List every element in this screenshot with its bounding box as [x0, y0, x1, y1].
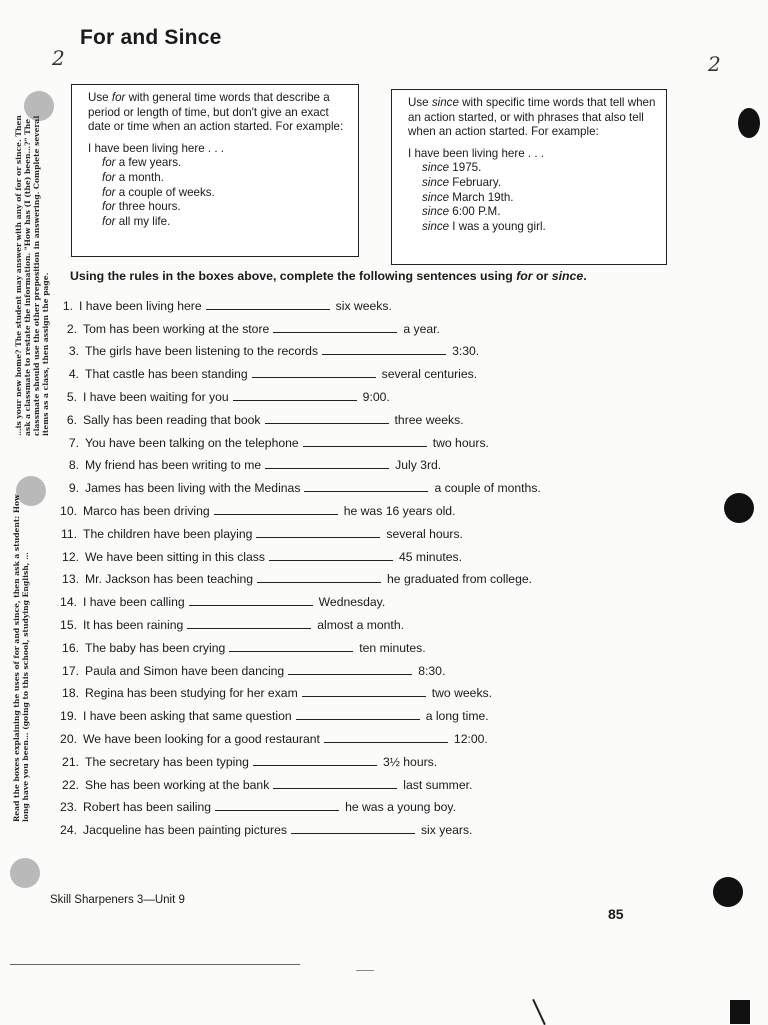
since-rule-box — [391, 89, 667, 265]
answer-blank[interactable] — [273, 331, 397, 333]
exercise-sentence-end: three weeks. — [394, 412, 464, 427]
since-example: since I was a young girl. — [422, 219, 546, 233]
exercise-item — [48, 655, 668, 678]
binder-hole — [713, 877, 743, 907]
since-example: since 1975. — [422, 161, 482, 175]
binder-hole — [10, 858, 40, 888]
for-example: for all my life. — [102, 214, 171, 228]
divider-line — [356, 970, 374, 971]
answer-blank[interactable] — [206, 308, 330, 310]
exercise-sentence-end: he graduated from college. — [387, 572, 533, 587]
answer-blank[interactable] — [304, 490, 428, 492]
exercise-number: 21. — [62, 754, 79, 769]
exercise-sentence-end: 8:30. — [418, 663, 446, 678]
since-example: since February. — [422, 175, 502, 189]
exercise-number: 10. — [60, 503, 77, 518]
exercise-sentence-start: Tom has been working at the store — [83, 321, 270, 336]
book-footer: Skill Sharpeners 3—Unit 9 — [50, 894, 185, 906]
exercise-sentence-end: several centuries. — [381, 367, 478, 382]
exercise-item — [48, 336, 668, 359]
exercise-sentence-end: a couple of months. — [434, 481, 541, 496]
since-example: since 6:00 P.M. — [422, 205, 501, 219]
answer-blank[interactable] — [265, 467, 389, 469]
answer-blank[interactable] — [322, 353, 446, 355]
exercise-sentence-start: Regina has been studying for her exam — [85, 686, 298, 701]
since-example: since March 19th. — [422, 190, 514, 204]
answer-blank[interactable] — [257, 581, 381, 583]
exercise-item — [48, 564, 668, 587]
exercise-sentence-start: We have been looking for a good restaurant — [83, 731, 320, 746]
exercise-sentence-end: six weeks. — [335, 298, 392, 313]
exercise-sentence-end: 12:00. — [453, 731, 488, 746]
exercise-item — [48, 586, 668, 609]
exercise-item — [48, 700, 668, 723]
exercise-sentence-end: July 3rd. — [395, 458, 442, 473]
exercise-sentence-start: You have been talking on the telephone — [85, 435, 299, 450]
exercise-number: 13. — [62, 572, 79, 587]
exercise-number: 16. — [62, 640, 79, 655]
for-example: for a couple of weeks. — [102, 185, 215, 199]
exercise-sentence-end: two hours. — [432, 435, 489, 450]
exercise-sentence-end: he was 16 years old. — [343, 503, 456, 518]
exercise-number: 22. — [62, 777, 79, 792]
exercise-item — [48, 541, 668, 564]
exercise-sentence-start: The girls have been listening to the records — [85, 344, 319, 359]
exercise-sentence-start: Paula and Simon have been dancing — [85, 663, 285, 678]
answer-blank[interactable] — [265, 422, 389, 424]
answer-blank[interactable] — [256, 536, 380, 538]
exercise-sentence-end: almost a month. — [317, 617, 404, 632]
exercise-sentence-end: 3½ hours. — [382, 754, 438, 769]
exercise-sentence-start: We have been sitting in this class — [85, 549, 265, 564]
exercise-sentence-start: Robert has been sailing — [83, 800, 212, 815]
exercise-sentence-end: 9:00. — [362, 389, 390, 404]
exercise-instructions: Using the rules in the boxes above, complete the following sentences using for or since. — [70, 269, 587, 283]
handwritten-mark-left: 2 — [52, 46, 65, 70]
for-example: for a few years. — [102, 156, 182, 170]
exercise-number: 7. — [68, 435, 79, 450]
exercise-sentence-start: Marco has been driving — [83, 503, 210, 518]
binder-hole — [724, 493, 754, 523]
page-number: 85 — [608, 906, 624, 922]
exercise-item — [48, 814, 668, 837]
answer-blank[interactable] — [233, 399, 357, 401]
exercise-sentence-end: 3:30. — [452, 344, 480, 359]
answer-blank[interactable] — [187, 627, 311, 629]
exercise-number: 9. — [68, 481, 79, 496]
exercise-sentence-start: Sally has been reading that book — [83, 412, 261, 427]
answer-blank[interactable] — [252, 376, 376, 378]
exercise-item — [48, 313, 668, 336]
answer-blank[interactable] — [288, 673, 412, 675]
exercise-number: 5. — [66, 389, 77, 404]
margin-note-lower: Read the boxes explaining the uses of for and since, then ask a student: How long have you been… (going to this school, studying English, … — [12, 494, 30, 822]
exercise-item — [48, 518, 668, 541]
exercise-sentence-end: last summer. — [403, 777, 473, 792]
page-title: For and Since — [80, 26, 222, 49]
exercise-item — [48, 427, 668, 450]
exercise-sentence-start: Mr. Jackson has been teaching — [85, 572, 254, 587]
exercise-item — [48, 792, 668, 815]
exercise-sentence-end: ten minutes. — [359, 640, 426, 655]
margin-note-upper: …is your new home? The student may answer with any of for or since. Then ask a classmate to restate the information. "How has (I (the) been…?" The classmate should use the other preposition in answering. Complete several items as a class, then assign the page. — [14, 115, 50, 436]
exercise-item — [48, 746, 668, 769]
answer-blank[interactable] — [229, 650, 353, 652]
scan-artifact — [730, 1000, 750, 1024]
exercise-number: 18. — [62, 686, 79, 701]
answer-blank[interactable] — [302, 695, 426, 697]
answer-blank[interactable] — [214, 513, 338, 515]
exercise-sentence-end: two weeks. — [431, 686, 493, 701]
since-rule-text: Use since with specific time words that tell when an action started, or with phrases that also tell when an action started. For example: — [408, 96, 656, 139]
answer-blank[interactable] — [296, 718, 420, 720]
exercise-item — [48, 495, 668, 518]
exercise-number: 15. — [60, 617, 77, 632]
exercise-sentence-start: I have been living here — [79, 298, 202, 313]
answer-blank[interactable] — [189, 604, 313, 606]
exercise-number: 23. — [60, 800, 77, 815]
exercise-number: 24. — [60, 823, 77, 838]
exercise-sentence-start: The children have been playing — [83, 526, 253, 541]
exercise-number: 2. — [66, 321, 77, 336]
exercise-sentence-start: She has been working at the bank — [85, 777, 270, 792]
exercise-number: 19. — [60, 709, 77, 724]
exercise-number: 3. — [68, 344, 79, 359]
for-example: for a month. — [102, 170, 164, 184]
exercise-number: 11. — [60, 526, 77, 541]
for-example: for three hours. — [102, 200, 181, 214]
answer-blank[interactable] — [253, 764, 377, 766]
exercise-item — [48, 450, 668, 473]
handwritten-mark-right: 2 — [708, 52, 721, 76]
exercise-item — [48, 769, 668, 792]
exercise-item — [48, 381, 668, 404]
answer-blank[interactable] — [215, 809, 339, 811]
exercise-item — [48, 290, 668, 313]
pen-stroke — [532, 999, 546, 1025]
exercise-sentence-start: It has been raining — [83, 617, 184, 632]
for-rule-text: Use for with general time words that describe a period or length of time, but don't give an exact date or time when an action started. For example: — [88, 91, 344, 134]
exercise-sentence-start: That castle has been standing — [85, 367, 248, 382]
answer-blank[interactable] — [303, 445, 427, 447]
exercise-number: 1. — [62, 298, 73, 313]
exercise-number: 8. — [68, 458, 79, 473]
exercise-sentence-end: six years. — [420, 823, 473, 838]
exercise-sentence-start: I have been waiting for you — [83, 389, 229, 404]
for-example-lead: I have been living here . . . — [88, 141, 224, 155]
since-example-lead: I have been living here . . . — [408, 146, 544, 160]
exercise-number: 20. — [60, 731, 77, 746]
exercise-item — [48, 723, 668, 746]
answer-blank[interactable] — [269, 559, 393, 561]
exercise-item — [48, 678, 668, 701]
exercise-sentence-end: a long time. — [425, 709, 489, 724]
exercise-item — [48, 472, 668, 495]
exercise-number: 14. — [60, 595, 77, 610]
exercise-sentence-end: several hours. — [386, 526, 463, 541]
exercise-sentence-start: I have been asking that same question — [83, 709, 292, 724]
exercise-sentence-start: Jacqueline has been painting pictures — [83, 823, 287, 838]
exercise-sentence-start: James has been living with the Medinas — [85, 481, 301, 496]
divider-line — [10, 964, 300, 965]
exercise-sentence-end: 45 minutes. — [398, 549, 462, 564]
exercise-number: 6. — [66, 412, 77, 427]
exercise-sentence-end: he was a young boy. — [345, 800, 456, 815]
exercise-item — [48, 404, 668, 427]
exercise-item — [48, 632, 668, 655]
answer-blank[interactable] — [291, 832, 415, 834]
exercise-sentence-start: The baby has been crying — [85, 640, 226, 655]
answer-blank[interactable] — [324, 741, 448, 743]
exercise-list — [48, 290, 668, 837]
exercise-number: 4. — [68, 367, 79, 382]
exercise-sentence-start: I have been calling — [83, 595, 185, 610]
exercise-number: 17. — [62, 663, 79, 678]
exercise-sentence-start: My friend has been writing to me — [85, 458, 262, 473]
exercise-sentence-end: a year. — [403, 321, 440, 336]
exercise-number: 12. — [62, 549, 79, 564]
exercise-sentence-start: The secretary has been typing — [85, 754, 249, 769]
for-rule-box — [71, 84, 359, 257]
exercise-item — [48, 609, 668, 632]
answer-blank[interactable] — [273, 787, 397, 789]
exercise-sentence-end: Wednesday. — [318, 595, 386, 610]
binder-hole — [738, 108, 760, 138]
exercise-item — [48, 358, 668, 381]
